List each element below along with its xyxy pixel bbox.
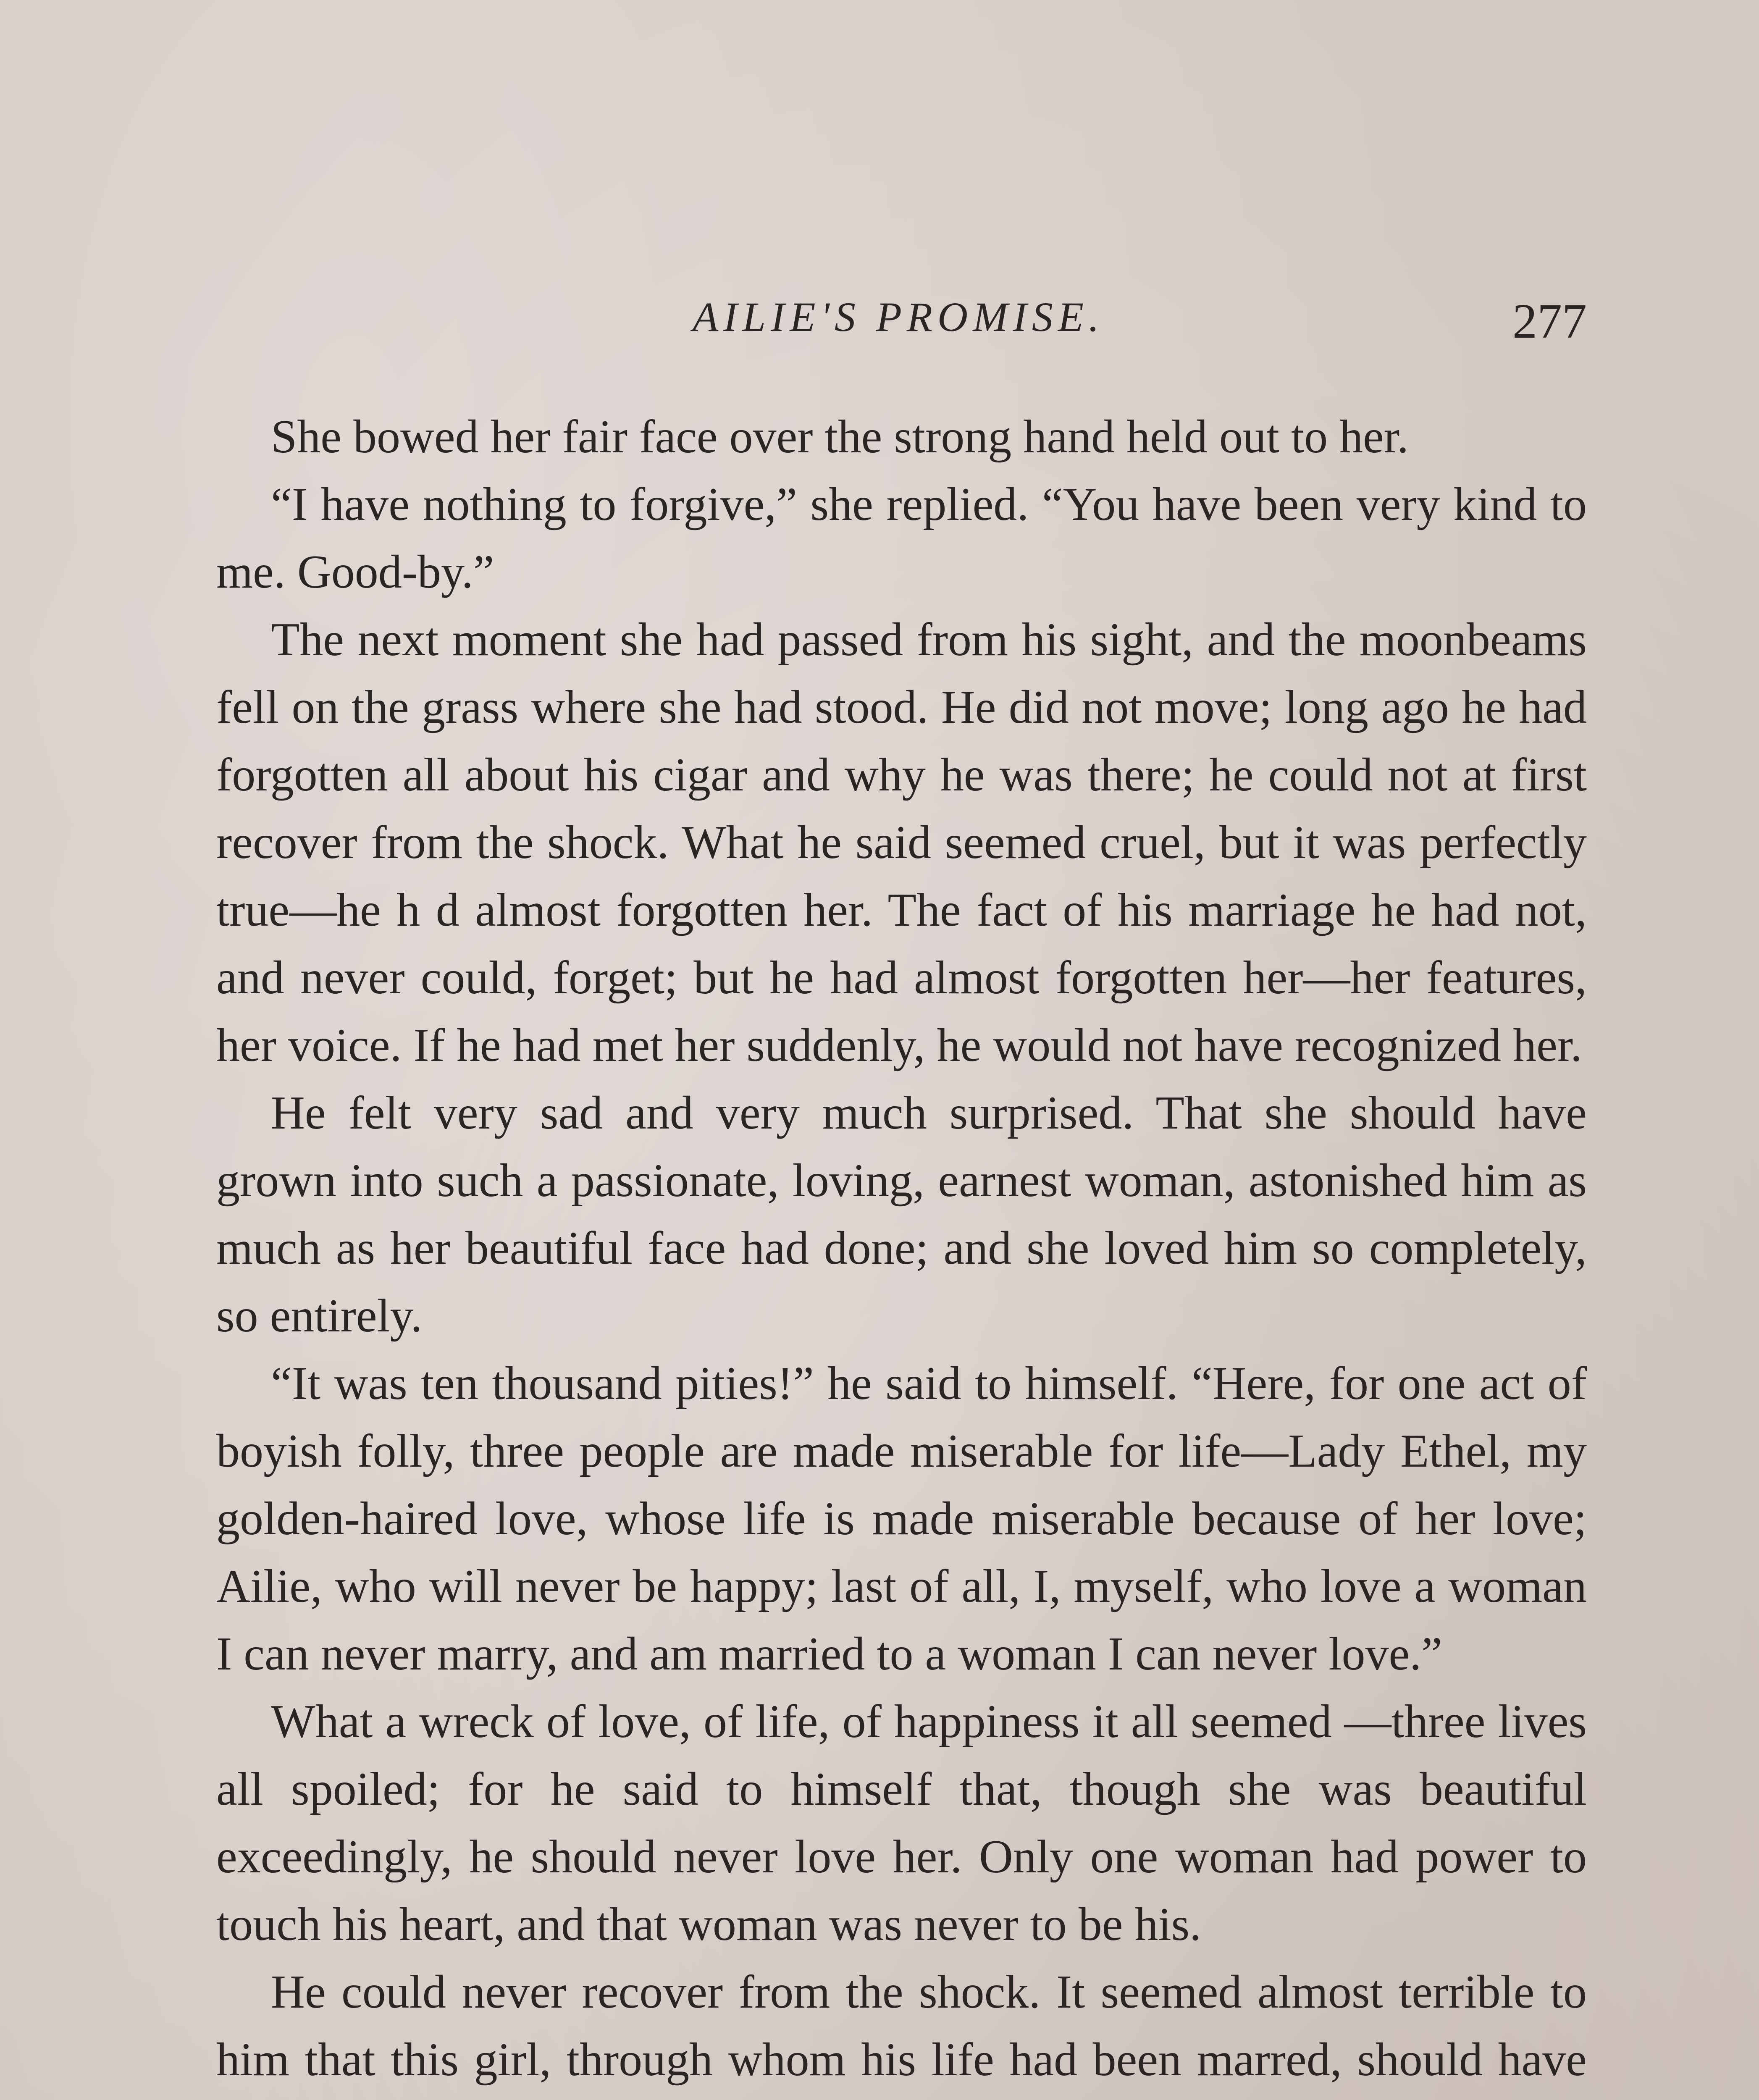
body-text bbox=[216, 403, 1587, 2100]
paragraph: He could never recover from the shock. It seemed almost terrible to him that this girl, through whom his life had been marred, should have bbox=[216, 1966, 1587, 2086]
paragraph: “It was ten thousand pities!” he said to himself. “Here, for one act of boyish folly, three people are made miserable for life—Lady Ethel, my golden-haired love, whose life is made miserable because of her love; Ailie, who will never be happy; last of all, I, myself, who love a woman I can never marry, and am married to a woman I can never love.” bbox=[216, 1357, 1587, 1680]
running-title: AILIE'S PROMISE. bbox=[693, 294, 1104, 340]
page-number: 277 bbox=[1512, 294, 1587, 349]
paragraph: She bowed her fair face over the strong hand held out to her. bbox=[271, 411, 1409, 463]
paragraph: He felt very sad and very much surprised. That she should have grown into such a passionate, loving, earnest woman, astonished him as much as her beautiful face had done; and she loved him so completely, so entirely. bbox=[216, 1087, 1587, 1342]
paragraph: “I have nothing to forgive,” she replied. “You have been very kind to me. Good-by.” bbox=[216, 478, 1587, 598]
paragraph: What a wreck of love, of life, of happiness it all seemed —three lives all spoiled; for he said to himself that, though she was beautiful exceedingly, he should never love her. Only one woman had power to touch his heart, and that woman was never to be his. bbox=[216, 1696, 1587, 1950]
page-header bbox=[210, 290, 1587, 357]
paragraph: The next moment she had passed from his sight, and the moonbeams fell on the grass where she had stood. He did not move; long ago he had forgotten all about his cigar and why he was there; he could not at first recover from the shock. What he said seemed cruel, but it was perfectly true—he h d almost forgotten her. The fact of his marriage he had not, and never could, forget; but he had almost forgotten her—her features, her voice. If he had met her suddenly, he would not have recognized her. bbox=[216, 614, 1587, 1071]
